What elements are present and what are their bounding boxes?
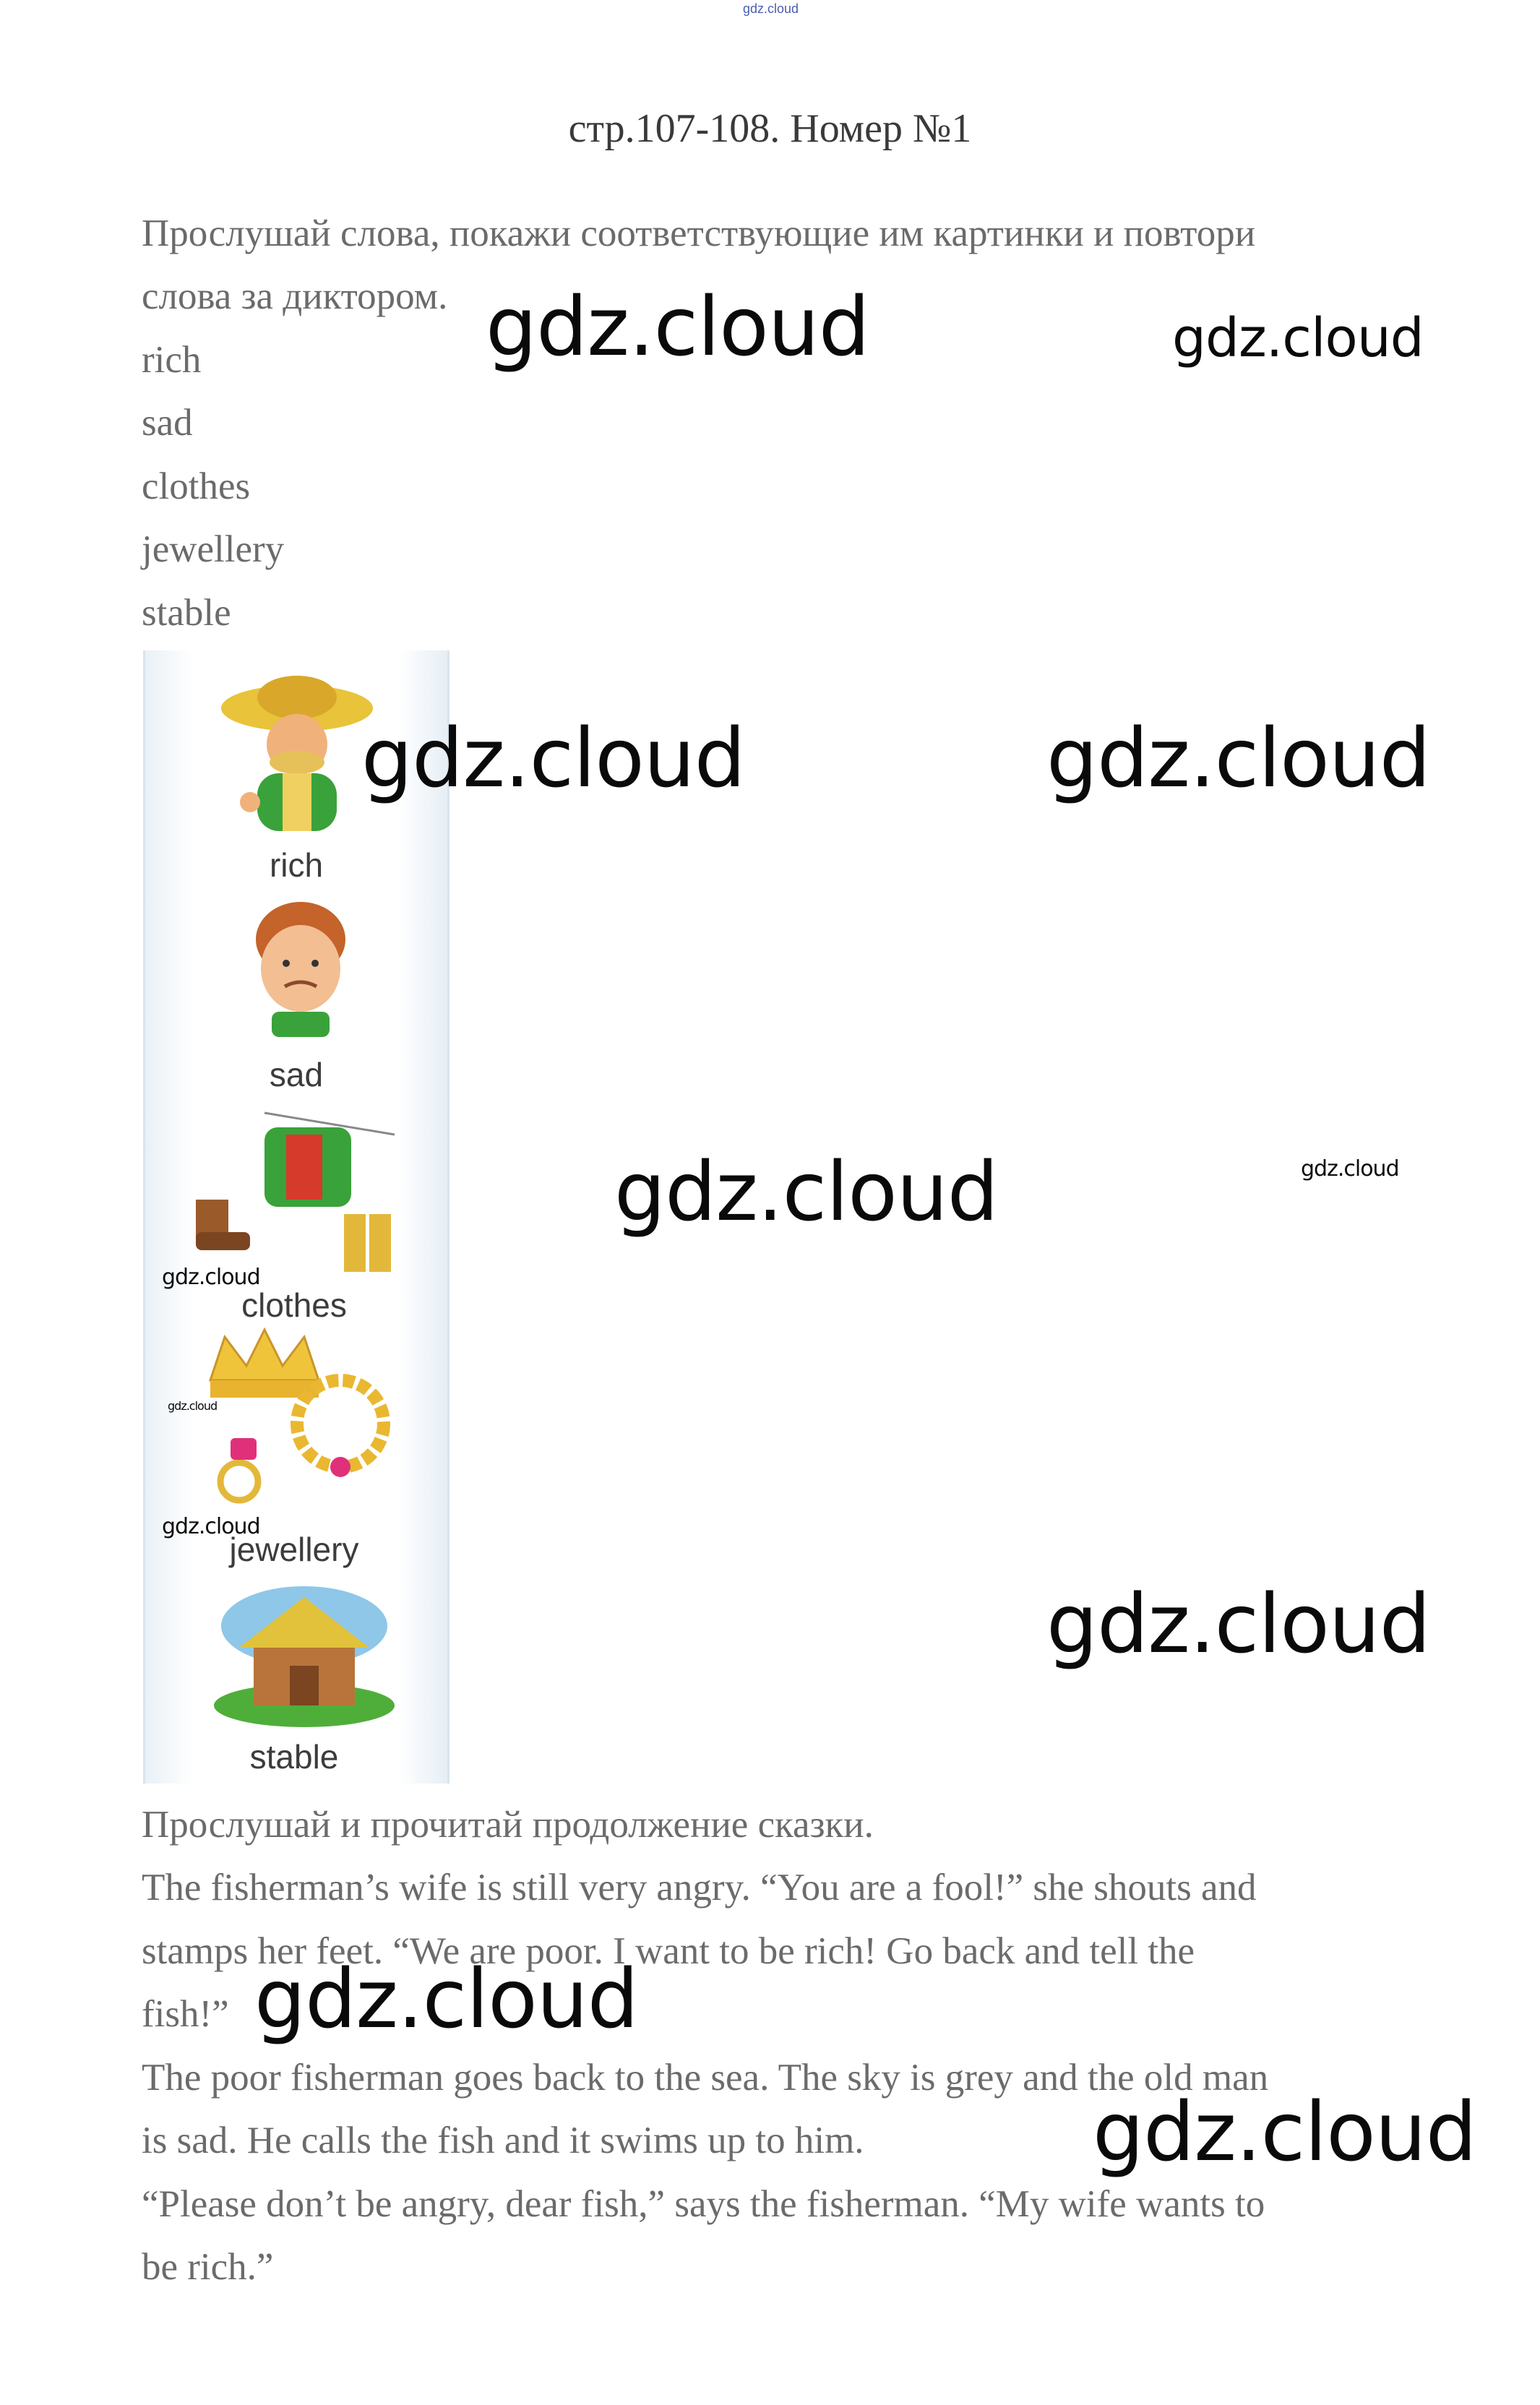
watermark: gdz.cloud — [162, 1514, 260, 1539]
word-item: stable — [142, 592, 231, 634]
word-item: sad — [142, 402, 193, 444]
story-line: is sad. He calls the fish and it swims up to him. — [142, 2120, 864, 2161]
strip-label-jewellery: jewellery — [229, 1531, 359, 1568]
rich-man-icon — [210, 665, 384, 838]
page-title: стр.107-108. Номер №1 — [568, 106, 972, 151]
strip-label-rich: rich — [269, 846, 324, 884]
vocabulary-picture-strip — [143, 650, 449, 1784]
word-item: jewellery — [142, 528, 285, 570]
story-line: stamps her feet. “We are poor. I want to be rich! Go back and tell the — [142, 1930, 1195, 1972]
word-item: rich — [142, 339, 202, 381]
watermark: gdz.cloud — [1046, 712, 1430, 806]
task2-instruction: Прослушай и прочитай продолжение сказки. — [142, 1804, 874, 1846]
strip-label-clothes: clothes — [241, 1286, 347, 1324]
watermark: gdz.cloud — [1093, 2086, 1476, 2180]
story-line: “Please don’t be angry, dear fish,” says the fisherman. “My wife wants to — [142, 2183, 1265, 2225]
jewellery-icon — [196, 1322, 413, 1510]
watermark: gdz.cloud — [1046, 1578, 1430, 1672]
watermark: gdz.cloud — [162, 1265, 260, 1290]
clothes-icon — [178, 1106, 423, 1279]
watermark: gdz.cloud — [486, 280, 869, 374]
top-watermark: gdz.cloud — [743, 1, 799, 16]
strip-label-stable: stable — [249, 1738, 339, 1776]
story-line: fish!” — [142, 1993, 229, 2035]
story-line: be rich.” — [142, 2246, 274, 2288]
watermark: gdz.cloud — [361, 712, 745, 806]
story-line: The fisherman’s wife is still very angry. “You are a fool!” she shouts and — [142, 1867, 1257, 1909]
watermark: gdz.cloud — [254, 1953, 638, 2047]
strip-label-sad: sad — [269, 1056, 324, 1093]
sad-boy-icon — [228, 900, 373, 1037]
watermark: gdz.cloud — [614, 1145, 998, 1239]
watermark: gdz.cloud — [1172, 307, 1424, 369]
task1-line-1: Прослушай слова, покажи соответствующие им картинки и повтори — [142, 212, 1256, 254]
story-line: The poor fisherman goes back to the sea. The sky is grey and the old man — [142, 2057, 1269, 2099]
watermark: gdz.cloud — [1301, 1156, 1399, 1182]
task1-line-2: слова за диктором. — [142, 275, 448, 317]
word-item: clothes — [142, 465, 251, 507]
stable-icon — [210, 1583, 398, 1727]
watermark: gdz.cloud — [168, 1399, 218, 1413]
